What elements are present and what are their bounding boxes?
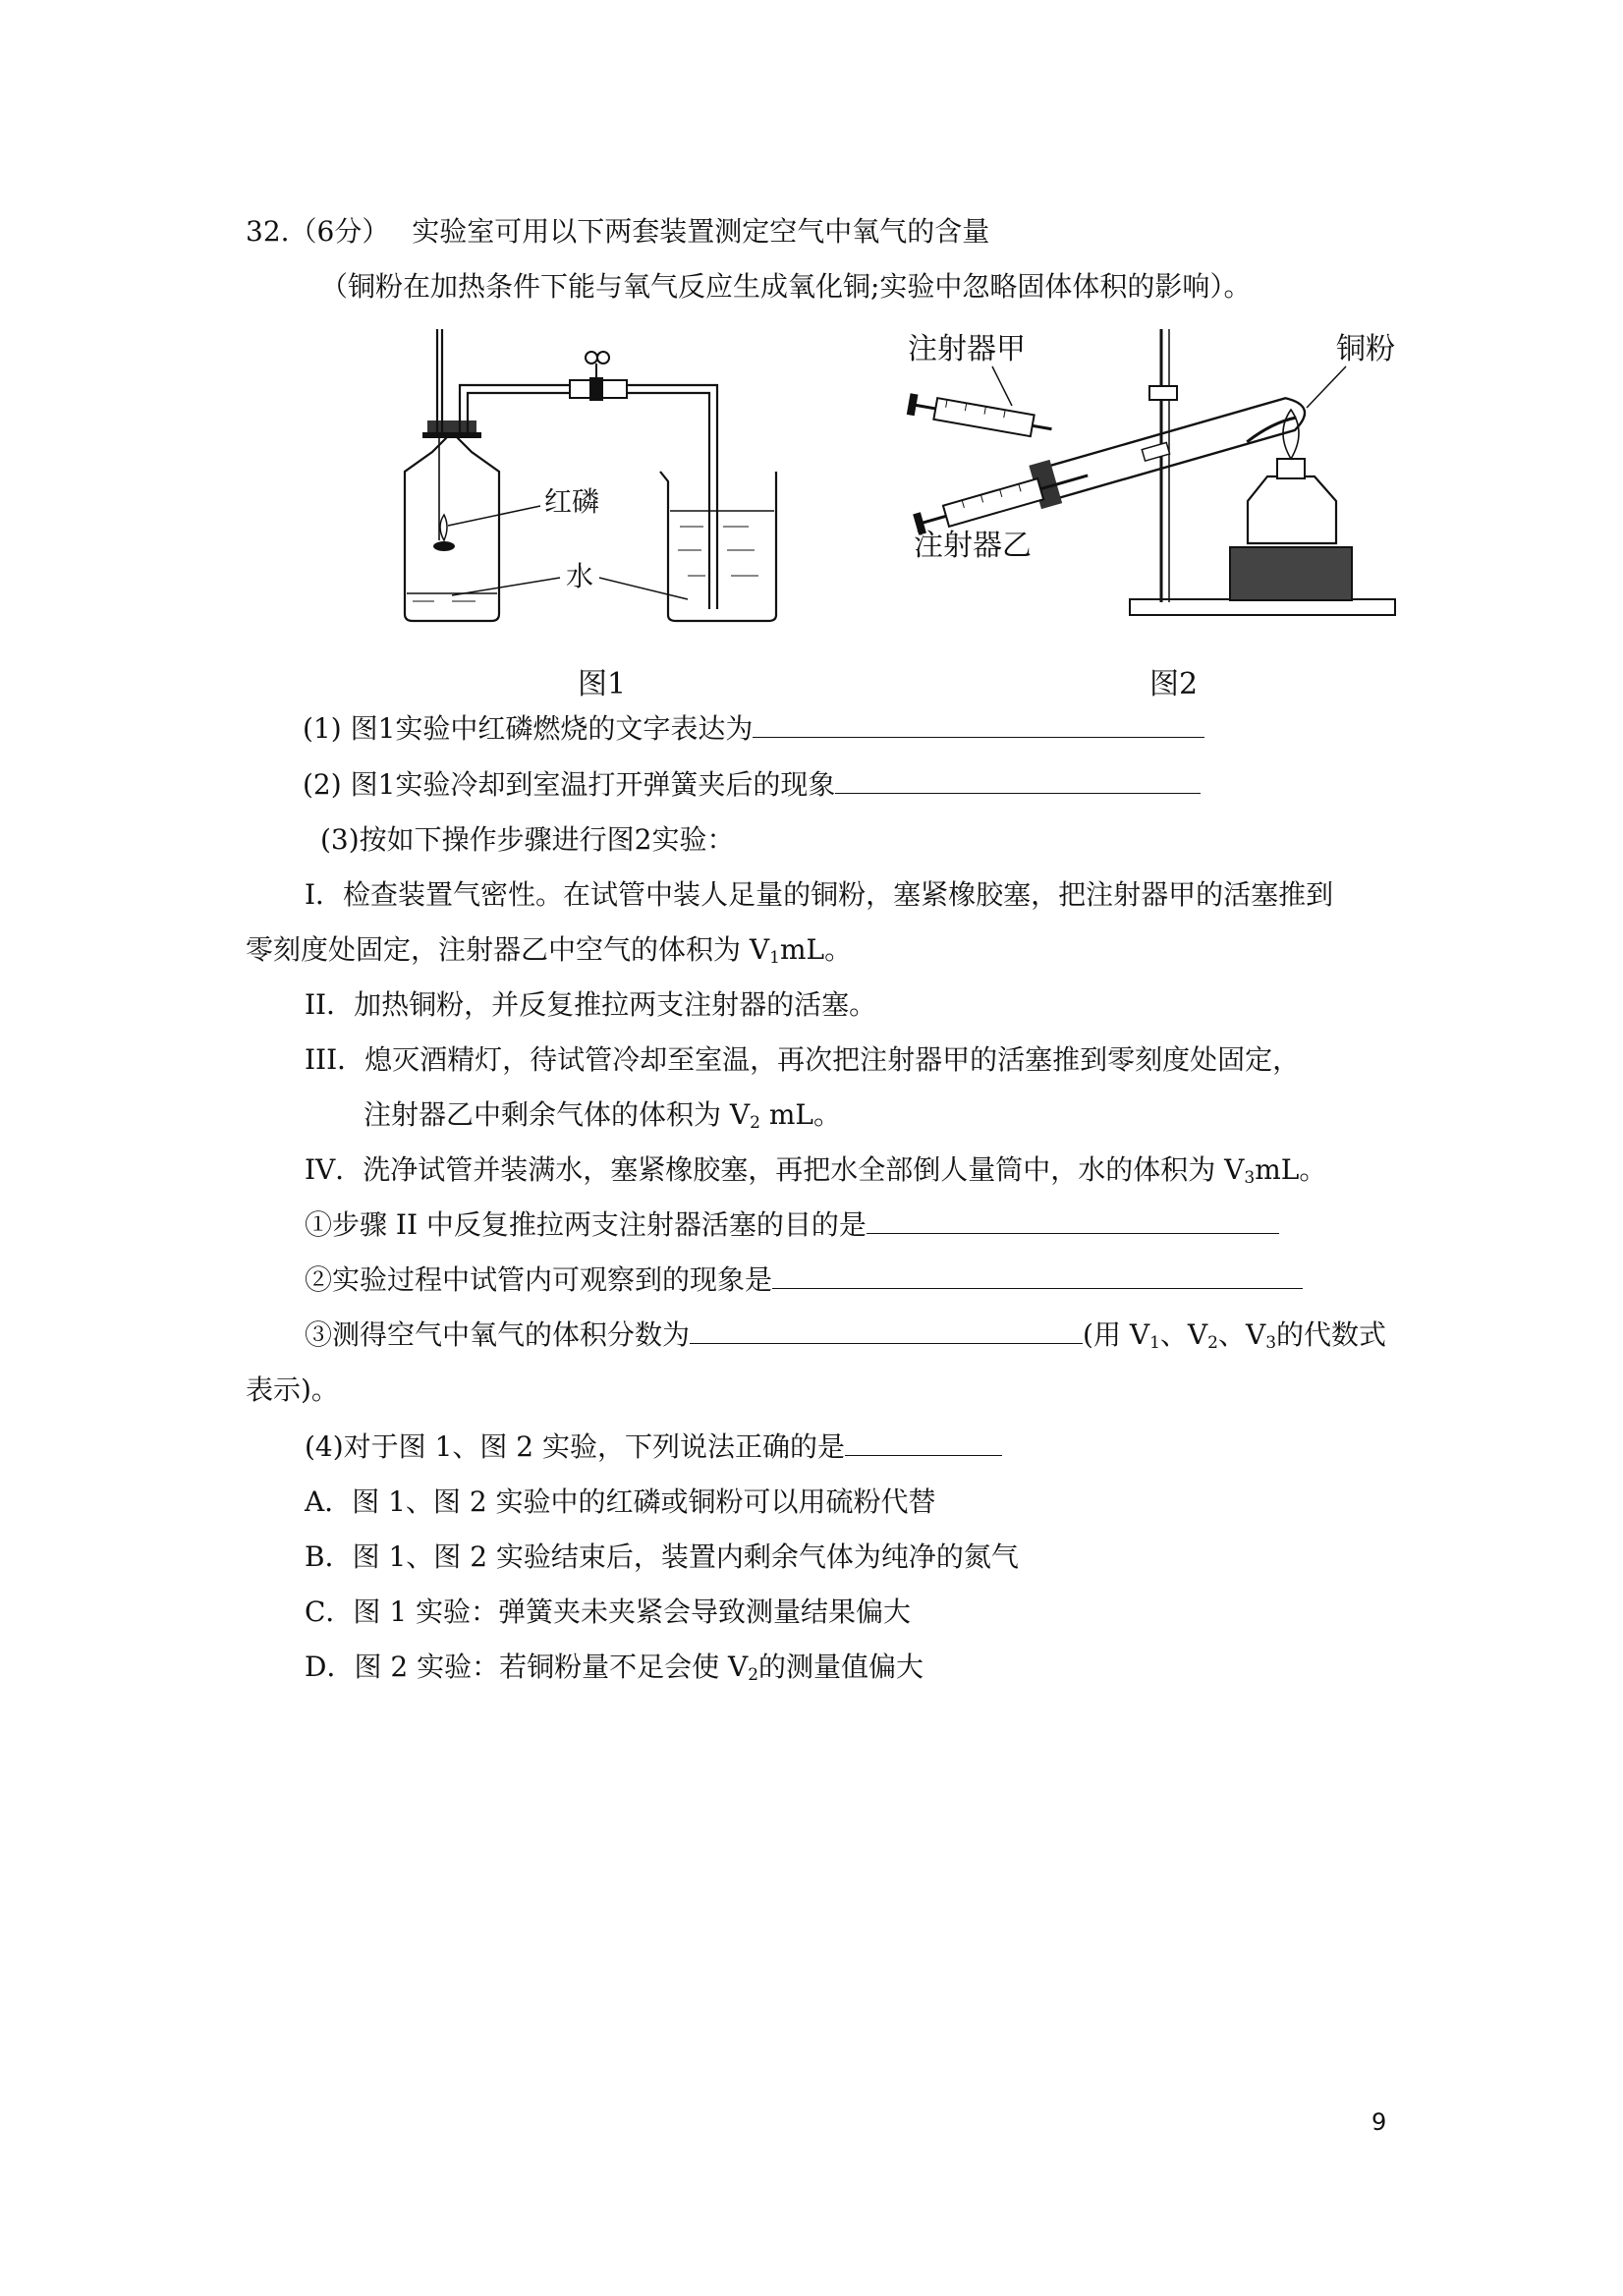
option-c: C．图 1 实验：弹簧夹未夹紧会导致测量结果偏大 bbox=[305, 1596, 912, 1628]
label-water: 水 bbox=[566, 560, 594, 592]
figure-2-apparatus bbox=[904, 319, 1415, 624]
option-d: D．图 2 实验：若铜粉量不足会使 $V_2$的测量值偏大 bbox=[305, 1651, 924, 1685]
combustion-spoon bbox=[433, 541, 455, 551]
figure-1-caption: 图1 bbox=[578, 667, 627, 701]
option-b: B．图 1、图 2 实验结束后，装置内剩余气体为纯净的氮气 bbox=[305, 1540, 1019, 1573]
question-1: (1) 图1实验中红磷燃烧的文字表达为 bbox=[303, 711, 1204, 747]
figure-2-caption: 图2 bbox=[1149, 667, 1199, 701]
step-2: II．加热铜粉，并反复推拉两支注射器的活塞。 bbox=[305, 988, 877, 1021]
gas-bottle bbox=[405, 432, 499, 621]
figure-1-apparatus bbox=[393, 324, 806, 629]
answer-blank-4[interactable] bbox=[772, 1262, 1303, 1289]
label-red-phosphorus: 红磷 bbox=[544, 485, 600, 518]
answer-blank-5[interactable] bbox=[690, 1317, 1083, 1344]
sub-question-3: ③测得空气中氧气的体积分数为 (用 $V_1$、$V_2$、$V_3$的代数式 bbox=[305, 1318, 1387, 1353]
answer-blank-6[interactable] bbox=[845, 1429, 1002, 1456]
lamp-flame bbox=[1283, 410, 1299, 459]
syringe-a bbox=[933, 398, 1034, 436]
question-note: （铜粉在加热条件下能与氧气反应生成氧化铜;实验中忽略固体体积的影响）。 bbox=[320, 270, 1252, 303]
sub-question-3-cont: 表示)。 bbox=[246, 1373, 339, 1406]
question-header bbox=[246, 214, 989, 250]
step-1-line-a: I．检查装置气密性。在试管中装人足量的铜粉，塞紧橡胶塞，把注射器甲的活塞推到 bbox=[305, 878, 1334, 911]
label-copper: 铜粉 bbox=[1336, 332, 1395, 366]
question-2: (2) 图1实验冷却到室温打开弹簧夹后的现象 bbox=[303, 767, 1201, 803]
step-4: IV．洗净试管并装满水，塞紧橡胶塞，再把水全部倒人量筒中，水的体积为 $V_3mL$。 bbox=[305, 1153, 1327, 1188]
step-3-line-a: III．熄灭酒精灯，待试管冷却至室温，再次把注射器甲的活塞推到零刻度处固定， bbox=[305, 1043, 1301, 1076]
option-a: A．图 1、图 2 实验中的红磷或铜粉可以用硫粉代替 bbox=[305, 1485, 936, 1518]
syringe-b bbox=[943, 478, 1043, 527]
question-4: (4)对于图 1、图 2 实验，下列说法正确的是 bbox=[305, 1429, 1002, 1465]
question-title: 实验室可用以下两套装置测定空气中氧气的含量 bbox=[412, 215, 990, 248]
step-3-line-b: 注射器乙中剩余气体的体积为 $V_2$ mL。 bbox=[364, 1098, 841, 1133]
answer-blank-3[interactable] bbox=[867, 1207, 1279, 1234]
sub-question-2: ②实验过程中试管内可观察到的现象是 bbox=[305, 1262, 1303, 1298]
answer-blank-1[interactable] bbox=[753, 711, 1204, 738]
page-number: 9 bbox=[1371, 2108, 1387, 2136]
label-syringe-a: 注射器甲 bbox=[908, 332, 1026, 366]
step-1-line-b: 零刻度处固定，注射器乙中空气的体积为 $V_1mL$。 bbox=[246, 933, 853, 968]
question-3: (3)按如下操作步骤进行图2实验： bbox=[320, 823, 735, 856]
flame bbox=[440, 515, 447, 540]
sub-question-1: ①步骤 II 中反复推拉两支注射器活塞的目的是 bbox=[305, 1207, 1279, 1243]
label-syringe-b: 注射器乙 bbox=[914, 529, 1032, 563]
wooden-block bbox=[1230, 547, 1352, 600]
alcohol-lamp bbox=[1248, 476, 1336, 543]
answer-blank-2[interactable] bbox=[835, 767, 1201, 794]
question-number: 32.（6分） bbox=[246, 215, 390, 248]
